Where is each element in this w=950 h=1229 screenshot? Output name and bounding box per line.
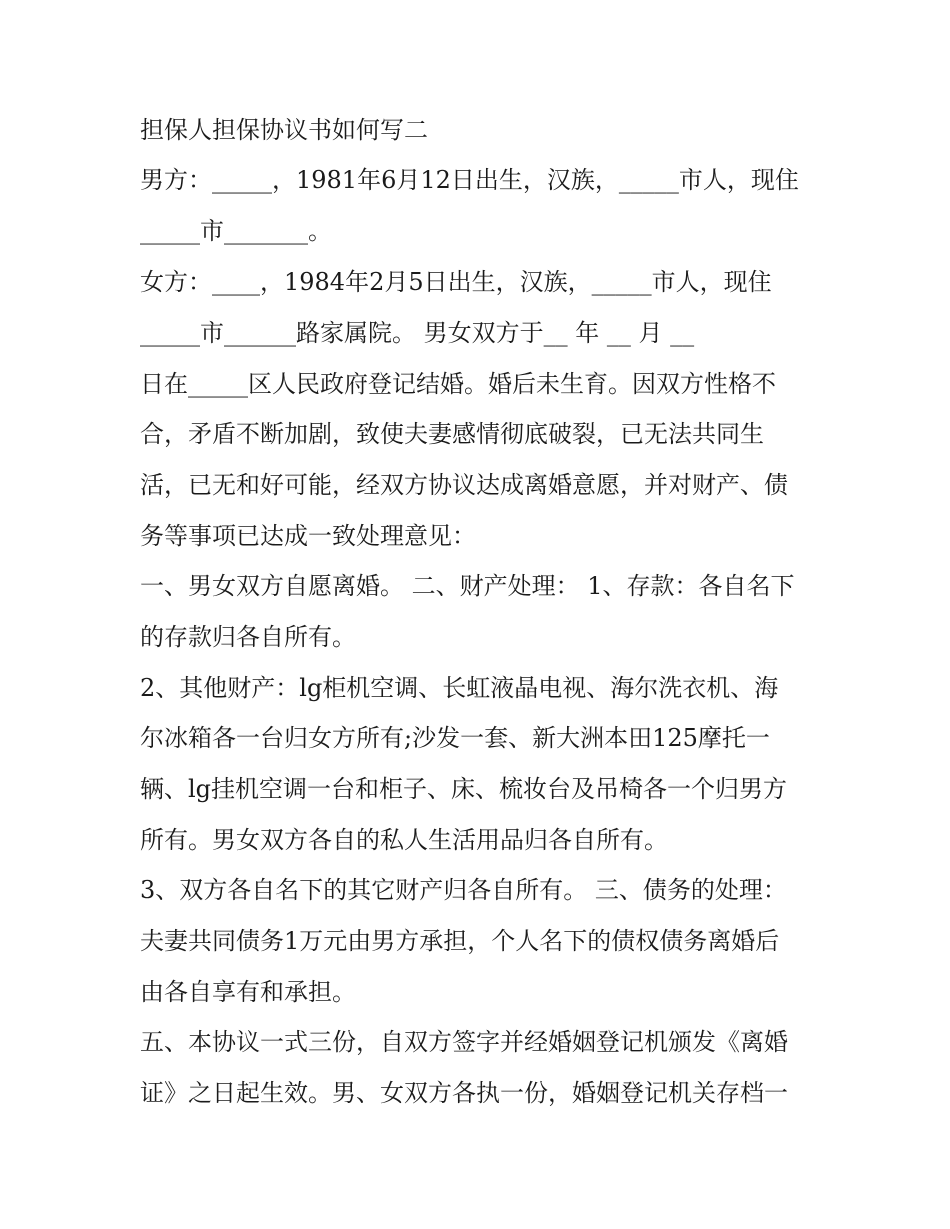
text-line: 证》之日起生效。男、女双方各执一份，婚姻登记机关存档一	[140, 1079, 788, 1107]
text-line: 一、男女双方自愿离婚。 二、财产处理： 1、存款：各自名下	[140, 572, 795, 600]
text-line: 女方：____，1984年2月5日出生，汉族，_____市人，现住	[140, 268, 772, 296]
text-line: 的存款归各自所有。	[140, 623, 356, 651]
text-line: 2、其他财产：lg柜机空调、长虹液晶电视、海尔洗衣机、海	[140, 674, 779, 702]
text-line: 日在_____区人民政府登记结婚。婚后未生育。因双方性格不	[140, 370, 776, 398]
text-line: 3、双方各自名下的其它财产归各自所有。 三、债务的处理：	[140, 876, 787, 904]
document-title: 担保人担保协议书如何写二	[140, 116, 428, 144]
text-line: 尔冰箱各一台归女方所有;沙发一套、新大洲本田125摩托一	[140, 724, 770, 752]
text-line: 由各自享有和承担。	[140, 978, 356, 1006]
text-line: 务等事项已达成一致处理意见：	[140, 522, 476, 550]
text-line: 男方：_____，1981年6月12日出生，汉族，_____市人，现住	[140, 166, 799, 194]
text-line: 夫妻共同债务1万元由男方承担，个人名下的债权债务离婚后	[140, 927, 780, 955]
text-line: 合，矛盾不断加剧，致使夫妻感情彻底破裂，已无法共同生	[140, 420, 764, 448]
text-line: 活，已无和好可能，经双方协议达成离婚意愿，并对财产、债	[140, 471, 788, 499]
text-line: 五、本协议一式三份，自双方签字并经婚姻登记机颁发《离婚	[140, 1028, 788, 1056]
text-line: _____市______路家属院。 男女双方于__ 年 __ 月 __	[140, 319, 695, 347]
text-line: 辆、lg挂机空调一台和柜子、床、梳妆台及吊椅各一个归男方	[140, 775, 788, 803]
text-line: _____市_______。	[140, 217, 332, 245]
text-line: 所有。男女双方各自的私人生活用品归各自所有。	[140, 826, 668, 854]
